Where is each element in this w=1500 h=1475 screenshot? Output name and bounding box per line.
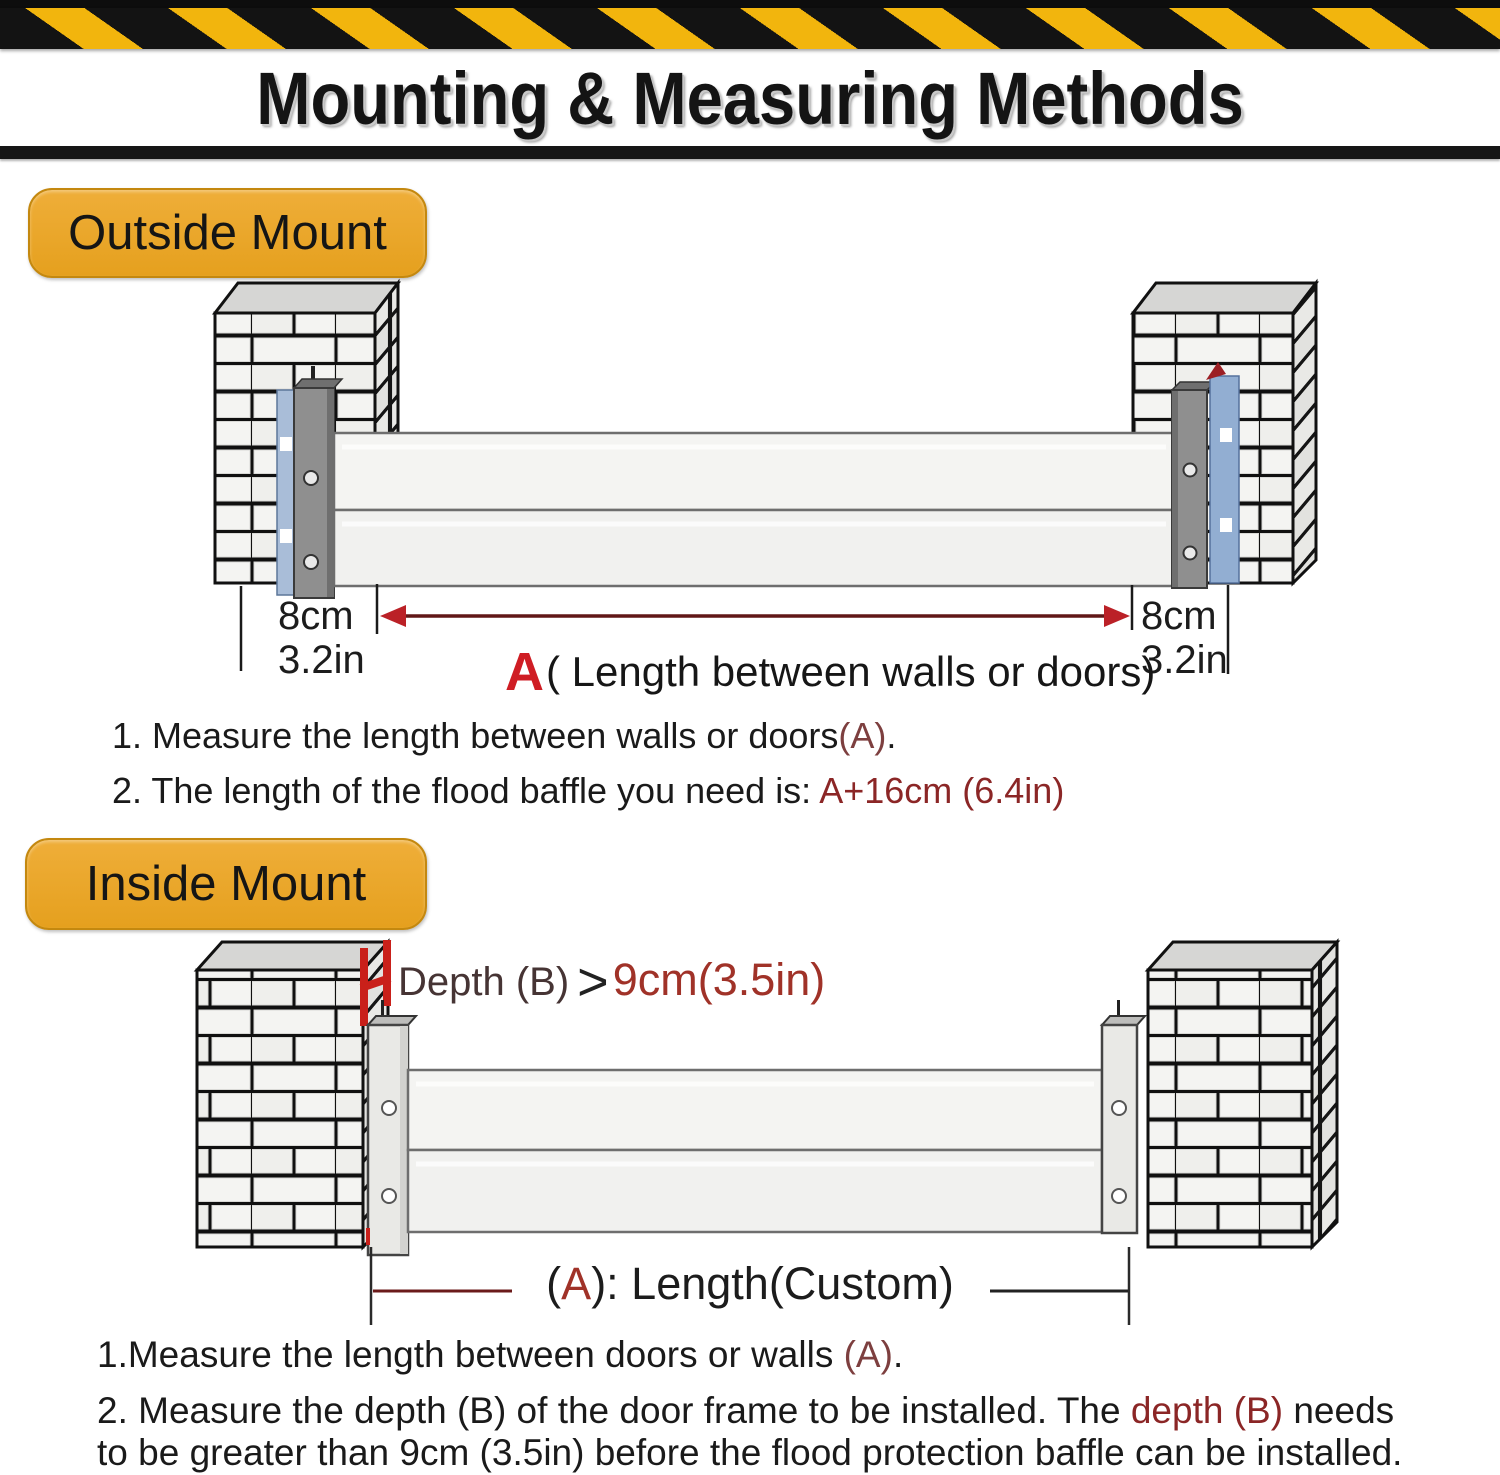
length-letter: A — [561, 1258, 592, 1309]
left-overhang-dimension — [278, 594, 365, 682]
left-door-pillar — [197, 942, 388, 1247]
left-overhang-in: 3.2in — [278, 638, 365, 682]
span-length-label — [505, 641, 1155, 703]
greater-than-sign: > — [577, 952, 609, 1012]
outside-mount-badge — [28, 188, 427, 278]
outside-step-1: 1. Measure the length between walls or doors(A). — [112, 715, 897, 756]
outside-step-2: 2. The length of the flood baffle you need is: A+16cm (6.4in) — [112, 770, 1065, 811]
left-overhang-cm: 8cm — [278, 594, 354, 638]
page-title: Mounting & Measuring Methods — [256, 57, 1244, 140]
custom-length-label: (A): Length(Custom) — [546, 1258, 954, 1309]
right-seal-strip — [1210, 376, 1239, 583]
right-overhang-in: 3.2in — [1141, 638, 1228, 682]
inside-mount-steps — [97, 1334, 1402, 1474]
right-overhang-cm: 8cm — [1141, 594, 1217, 638]
depth-name: Depth (B) — [398, 960, 570, 1004]
inside-step-1: 1.Measure the length between doors or walls (A). — [97, 1334, 904, 1375]
depth-value: 9cm(3.5in) — [612, 954, 826, 1005]
right-channel-bracket — [1102, 1000, 1145, 1233]
inside-mount-badge-label: Inside Mount — [85, 857, 367, 911]
right-door-pillar — [1148, 942, 1337, 1247]
depth-requirement-label — [398, 951, 825, 1013]
inside-mount-badge — [25, 838, 427, 930]
flood-barrier-panels-inside — [408, 1070, 1102, 1232]
flood-barrier-panels — [334, 433, 1174, 586]
outside-mount-steps — [112, 716, 1064, 826]
span-description: ( Length between walls or doors) — [546, 648, 1156, 695]
span-letter: A — [505, 642, 544, 702]
left-seal-strip — [277, 390, 294, 595]
outside-mount-badge-label: Outside Mount — [68, 206, 387, 260]
span-arrow — [380, 605, 1130, 627]
inside-step-2: 2. Measure the depth (B) of the door frame to be installed. The depth (B) needs — [97, 1390, 1395, 1431]
inside-step-2-continued: to be greater than 9cm (3.5in) before the flood protection baffle can be installed. — [97, 1432, 1403, 1473]
